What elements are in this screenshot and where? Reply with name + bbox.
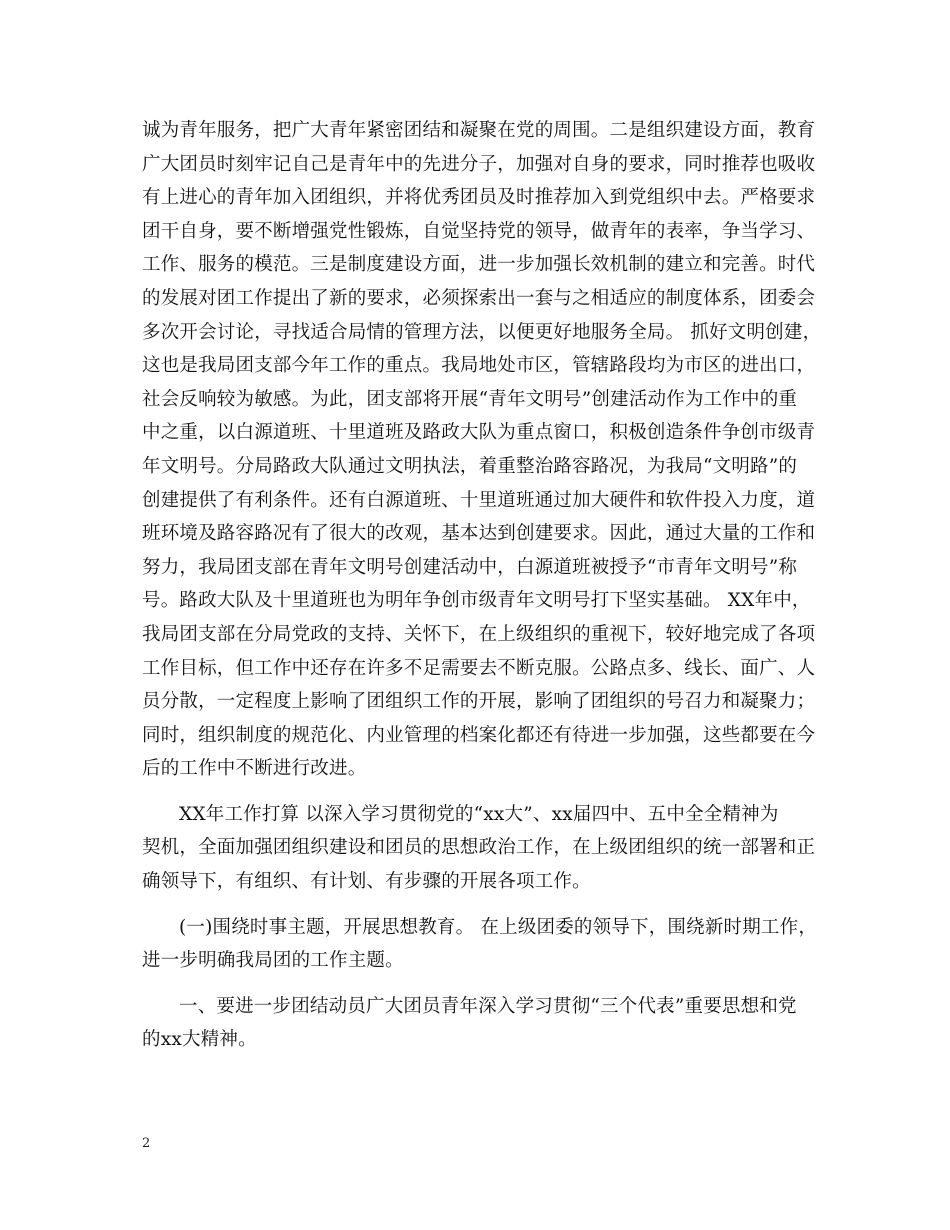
- text-line: 班环境及路容路况有了很大的改观，基本达到创建要求。因此，通过大量的工作和: [142, 523, 816, 545]
- text-line: 契机，全面加强团组织建设和团员的思想政治工作，在上级团组织的统一部署和正: [142, 837, 816, 859]
- text-line: 创建提供了有利条件。还有白源道班、十里道班通过加大硬件和软件投入力度，道: [142, 489, 816, 511]
- text-line: 号。路政大队及十里道班也为明年争创市级青年文明号打下坚实基础。 XX年中，: [142, 590, 811, 612]
- text-line: 工作、服务的模范。三是制度建设方面，进一步加强长效机制的建立和完善。时代: [142, 254, 816, 276]
- text-line: 员分散，一定程度上影响了团组织工作的开展，影响了团组织的号召力和凝聚力；: [142, 691, 816, 713]
- text-line: 进一步明确我局团的工作主题。: [142, 950, 404, 972]
- text-line: 的发展对团工作提出了新的要求，必须探索出一套与之相适应的制度体系，团委会: [142, 287, 816, 309]
- text-line: 我局团支部在分局党政的支持、关怀下，在上级组织的重视下，较好地完成了各项: [142, 623, 816, 645]
- text-line: 广大团员时刻牢记自己是青年中的先进分子，加强对自身的要求，同时推荐也吸收: [142, 153, 816, 175]
- text-line: 同时，组织制度的规范化、内业管理的档案化都还有待进一步加强，这些都要在今: [142, 724, 816, 746]
- text-line: 社会反响较为敏感。为此，团支部将开展“青年文明号”创建活动作为工作中的重: [142, 388, 798, 410]
- text-line: 的xx大精神。: [142, 1029, 257, 1051]
- text-line: 工作目标，但工作中还存在许多不足需要去不断克服。公路点多、线长、面广、人: [142, 657, 816, 679]
- text-line: 这也是我局团支部今年工作的重点。我局地处市区，管辖路段均为市区的进出口，: [142, 355, 816, 377]
- text-line: 多次开会讨论，寻找适合局情的管理方法，以便更好地服务全局。 抓好文明创建，: [142, 321, 822, 343]
- paragraph-4: [142, 990, 814, 1057]
- text-line: 有上进心的青年加入团组织，并将优秀团员及时推荐加入到党组织中去。严格要求: [142, 187, 816, 209]
- text-line: (一)围绕时事主题，开展思想教育。 在上级团委的领导下，围绕新时期工作，: [179, 916, 818, 938]
- text-line: 团干自身，要不断增强党性锻炼，自觉坚持党的领导，做青年的表率，争当学习、: [142, 220, 816, 242]
- text-line: 中之重，以白源道班、十里道班及路政大队为重点窗口，积极创造条件争创市级青: [142, 422, 816, 444]
- page-number: 2: [142, 1136, 151, 1151]
- text-line: 确领导下，有组织、有计划、有步骤的开展各项工作。: [142, 871, 591, 893]
- text-line: 努力，我局团支部在青年文明号创建活动中，白源道班被授予“市青年文明号”称: [142, 556, 798, 578]
- paragraph-2: [142, 798, 814, 899]
- text-line: XX年工作打算 以深入学习贯彻党的“xx大”、xx届四中、五中全全精神为: [179, 803, 779, 825]
- paragraph-3: [142, 911, 818, 978]
- body-text: [142, 114, 822, 1057]
- paragraph-1: [142, 114, 822, 786]
- text-line: 后的工作中不断进行改进。: [142, 758, 367, 780]
- text-line: 年文明号。分局路政大队通过文明执法，着重整治路容路况，为我局“文明路”的: [142, 455, 798, 477]
- text-line: 诚为青年服务，把广大青年紧密团结和凝聚在党的周围。二是组织建设方面，教育: [142, 120, 816, 141]
- text-line: 一、要进一步团结动员广大团员青年深入学习贯彻“三个代表”重要思想和党: [179, 995, 797, 1017]
